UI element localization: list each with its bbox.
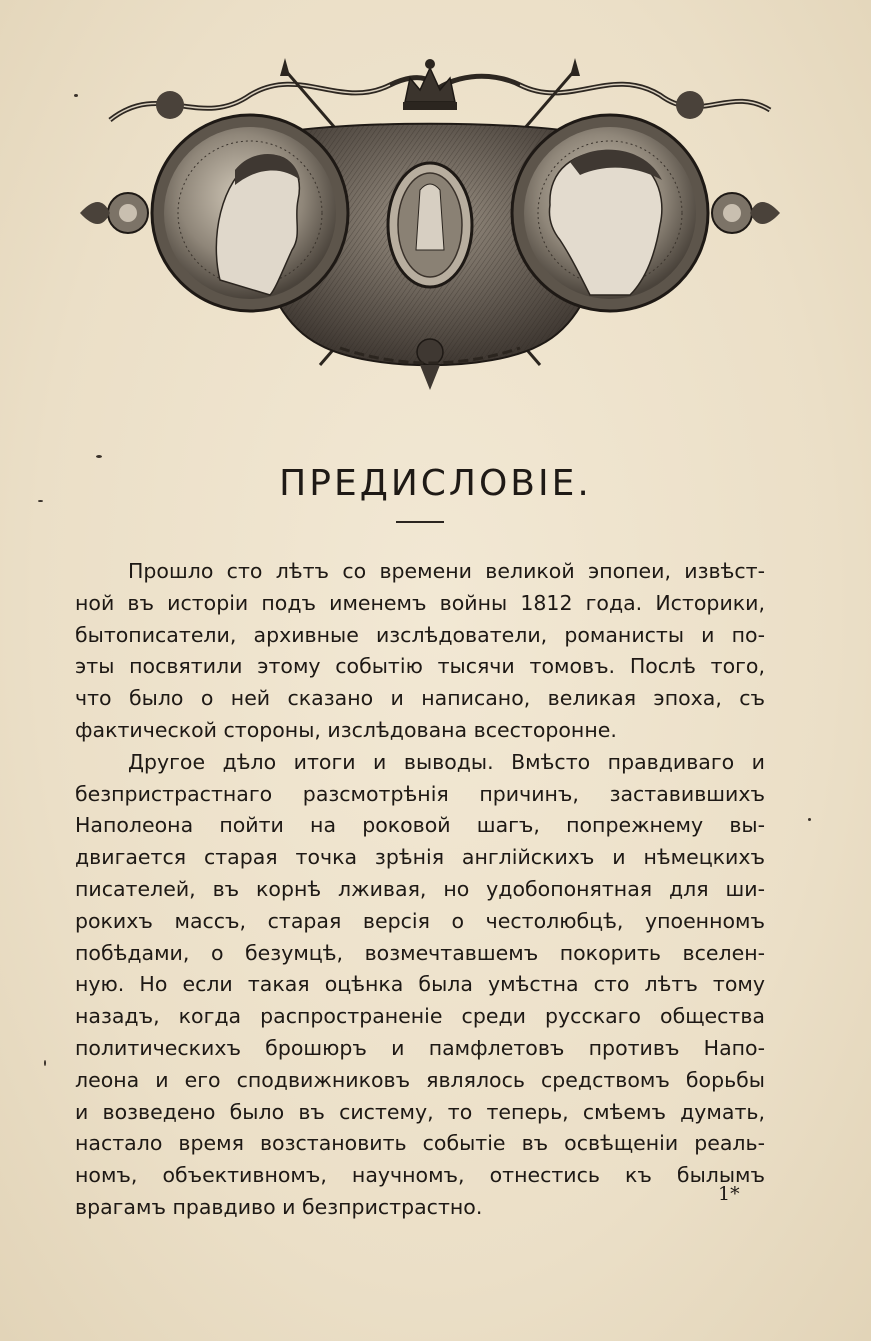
title-rule bbox=[396, 521, 444, 523]
text-line: что было о ней сказано и написано, великая эпоха, съ bbox=[75, 686, 765, 711]
print-speck bbox=[96, 455, 102, 458]
text-line: бытописатели, архивные изслѣдователи, романисты и по- bbox=[75, 622, 765, 647]
text-line: рокихъ массъ, старая версія о честолюбцѣ, упоенномъ bbox=[75, 908, 765, 933]
text-line: врагамъ правдиво и безпристрастно. bbox=[75, 1194, 483, 1219]
paragraph-2 bbox=[75, 747, 765, 1224]
text-line: назадъ, когда распространеніе среди русскаго общества bbox=[75, 1004, 765, 1029]
text-line: политическихъ брошюръ и памфлетовъ противъ Напо- bbox=[75, 1035, 765, 1060]
text-line: двигается старая точка зрѣнія англійскихъ и нѣмецкихъ bbox=[75, 845, 765, 870]
medallion-vignette bbox=[70, 50, 790, 395]
text-line: ную. Но если такая оцѣнка была умѣстна сто лѣтъ тому bbox=[75, 972, 765, 997]
text-line: эты посвятили этому событію тысячи томовъ. Послѣ того, bbox=[75, 654, 765, 679]
text-line: фактической стороны, изслѣдована всесторонне. bbox=[75, 717, 617, 742]
text-line: номъ, объективномъ, научномъ, отнестись къ былымъ bbox=[75, 1163, 765, 1188]
print-speck bbox=[74, 94, 78, 97]
text-line: безпристрастнаго разсмотрѣнія причинъ, заставившихъ bbox=[75, 781, 765, 806]
preface-text bbox=[75, 556, 765, 1224]
print-speck bbox=[44, 1060, 46, 1066]
text-line: побѣдами, о безумцѣ, возмечтавшемъ покорить вселен- bbox=[75, 940, 765, 965]
text-line: Другое дѣло итоги и выводы. Вмѣсто правдиваго и bbox=[128, 749, 765, 774]
page-title: ПРЕДИСЛОВІЕ. bbox=[279, 463, 592, 504]
print-speck bbox=[808, 818, 811, 821]
text-line: леона и его сподвижниковъ являлось средствомъ борьбы bbox=[75, 1067, 765, 1092]
napoleon-medallion bbox=[512, 115, 708, 311]
josephine-medallion bbox=[152, 115, 348, 311]
text-line: и возведено было въ систему, то теперь, смѣемъ думать, bbox=[75, 1099, 765, 1124]
text-line: Прошло сто лѣтъ со времени великой эпопеи, извѣст- bbox=[128, 559, 765, 583]
text-line: ной въ исторіи подъ именемъ войны 1812 года. Историки, bbox=[75, 590, 765, 615]
text-line: писателей, въ корнѣ лживая, но удобопонятная для ши- bbox=[75, 876, 765, 901]
text-line: настало время возстановить событіе въ освѣщеніи реаль- bbox=[75, 1131, 765, 1156]
text-line: Наполеона пойти на роковой шагъ, попрежнему вы- bbox=[75, 813, 765, 838]
crown-ornament bbox=[403, 59, 457, 110]
paragraph-1 bbox=[75, 556, 765, 747]
print-speck bbox=[38, 500, 43, 502]
page-signature-mark: 1* bbox=[718, 1183, 740, 1205]
